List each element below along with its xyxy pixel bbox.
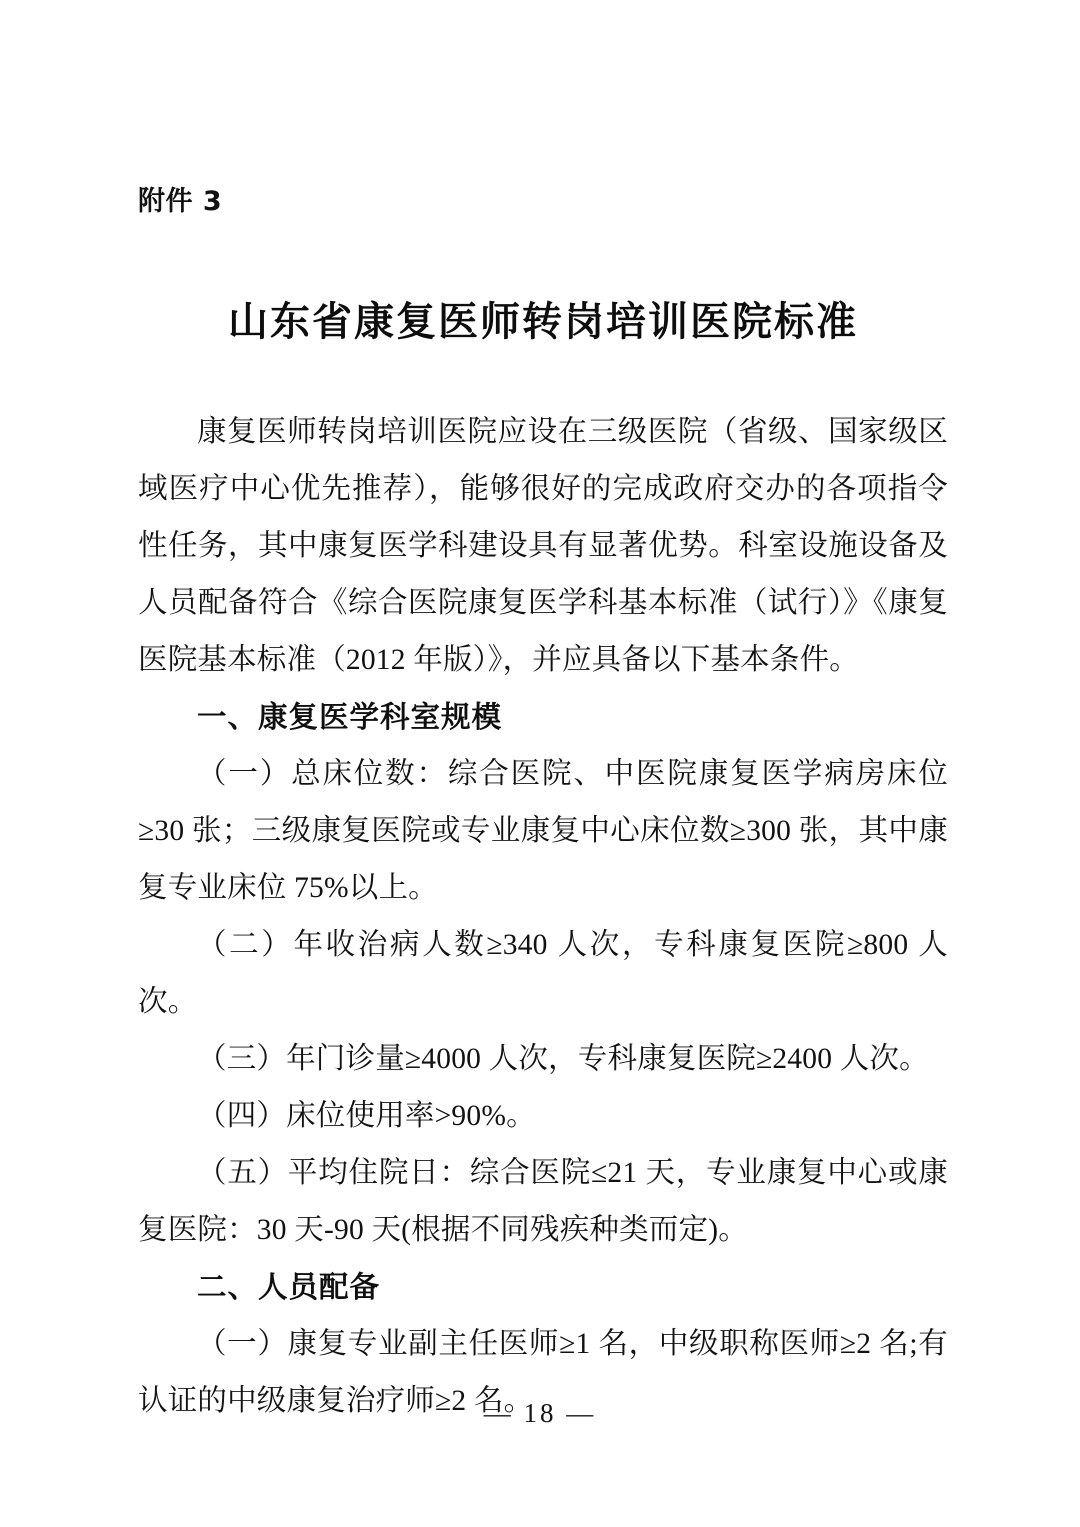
- document-body: [138, 186, 948, 1430]
- page-title: 山东省康复医师转岗培训医院标准: [228, 298, 858, 346]
- section-heading-2: 二、人员配备: [197, 1270, 381, 1305]
- section-1-item-1: （一）总床位数：综合医院、中医院康复医学病房床位≥30 张；三级康复医院或专业康复中心床位数≥300 张，其中康复专业床位 75%以上。: [138, 758, 948, 905]
- intro-paragraph: 康复医师转岗培训医院应设在三级医院（省级、国家级区域医疗中心优先推荐），能够很好的完成政府交办的各项指令性任务，其中康复医学科建设具有显著优势。科室设施设备及人员配备符合《综合医院康复医学科基本标准（试行）》《康复医院基本标准（2012 年版）》，并应具备以下基本条件。: [138, 416, 948, 677]
- section-1-item-3: （三）年门诊量≥4000 人次，专科康复医院≥2400 人次。: [197, 1043, 929, 1076]
- section-1-item-4: （四）床位使用率>90%。: [197, 1100, 536, 1133]
- section-heading-1: 一、康复医学科室规模: [197, 700, 503, 735]
- section-1-item-5: （五）平均住院日：综合医院≤21 天，专业康复中心或康复医院：30 天-90 天(根据不同残疾种类而定)。: [138, 1157, 948, 1247]
- section-1-item-2: （二）年收治病人数≥340 人次，专科康复医院≥800 人次。: [138, 929, 948, 1019]
- attachment-label: 附件 3: [138, 186, 223, 217]
- page-number: — 18 —: [483, 1398, 597, 1428]
- section-2-item-1: （一）康复专业副主任医师≥1 名，中级职称医师≥2 名;有认证的中级康复治疗师≥2 名。: [138, 1328, 948, 1418]
